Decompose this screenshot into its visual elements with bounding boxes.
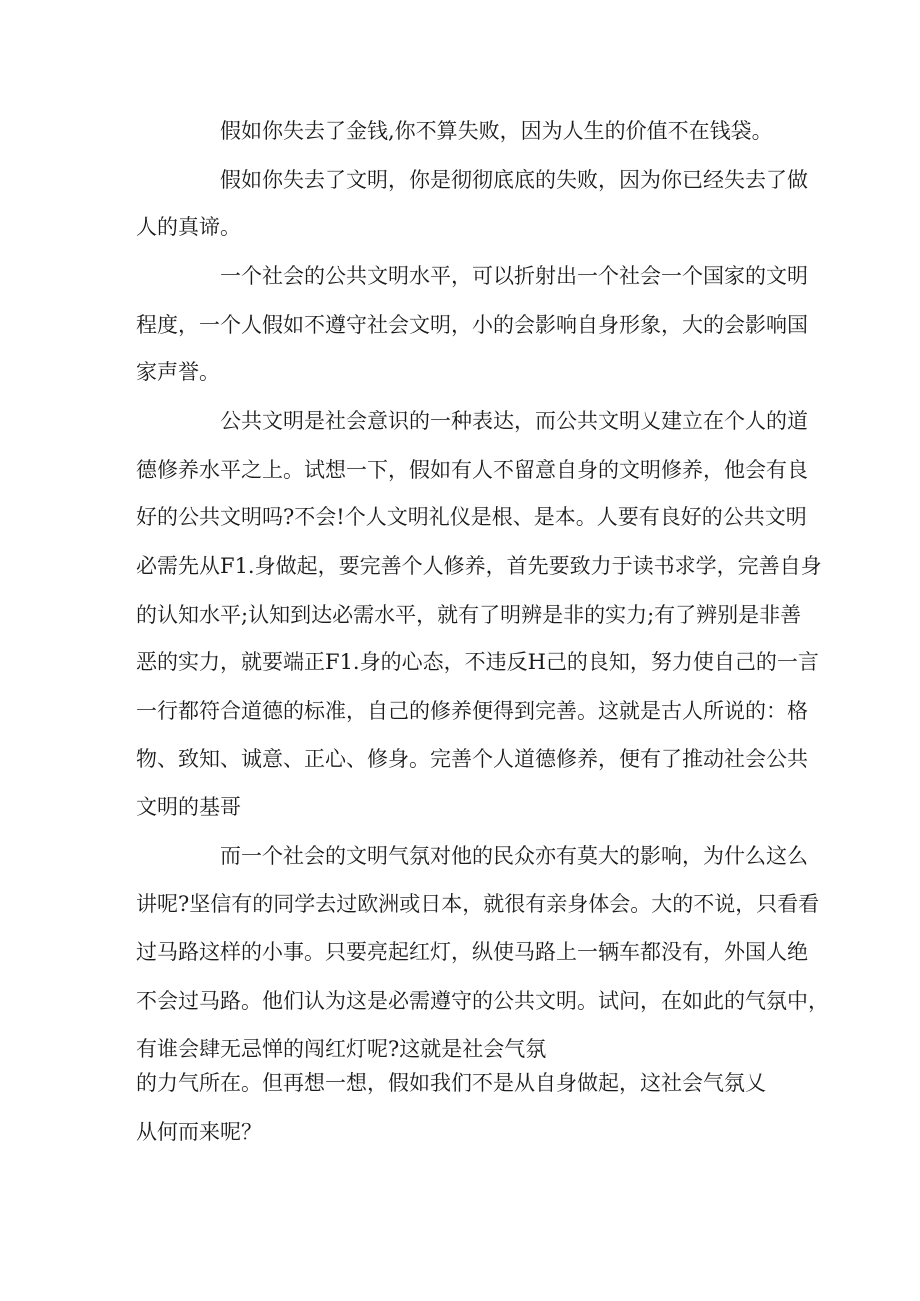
- paragraph-4-line-4: 必需先从F1.身做起，要完善个人修养，首先要致力于读书求学，完善自身: [136, 554, 822, 578]
- paragraph-5-line-5: 有谁会肆无忌惮的闯红灯呢?这就是社会气氛: [136, 1037, 547, 1061]
- paragraph-5-line-3: 过马路这样的小事。只要亮起红灯，纵使马路上一辆车都没有，外国人绝: [136, 940, 808, 964]
- paragraph-2-line-1: 假如你失去了文明，你是彻彻底底的失败，因为你已经失去了做: [220, 168, 808, 192]
- paragraph-4-line-3: 好的公共文明吗?不会!个人文明礼仪是根、是本。人要有良好的公共文明: [136, 505, 807, 529]
- paragraph-5-line-1: 而一个社会的文明气氛对他的民众亦有莫大的影响，为什么这么: [220, 844, 808, 868]
- paragraph-4-line-1: 公共文明是社会意识的一种表达，而公共文明乂建立在个人的道: [220, 409, 808, 433]
- paragraph-4-line-9: 文明的基哥: [136, 795, 241, 819]
- paragraph-4-line-7: 一行都符合道德的标准，自己的修养便得到完善。这就是古人所说的：格: [136, 699, 808, 723]
- paragraph-1-line-1: 假如你失去了金钱,你不算失败，因为人生的价值不在钱袋。: [220, 119, 773, 143]
- paragraph-4-line-2: 德修养水平之上。试想一下，假如有人不留意自身的文明修养，他会有良: [136, 458, 808, 482]
- paragraph-5-line-4: 不会过马路。他们认为这是必需遵守的公共文明。试问，在如此的气氛中，: [136, 989, 829, 1013]
- paragraph-4-line-8: 物、致知、诚意、正心、修身。完善个人道德修养，便有了推动社会公共: [136, 747, 808, 771]
- paragraph-4-line-5: 的认知水平;认知到达必需水平，就有了明辨是非的实力;有了辨别是非善: [136, 603, 802, 627]
- paragraph-3-line-1: 一个社会的公共文明水平，可以折射出一个社会一个国家的文明: [220, 264, 808, 288]
- paragraph-3-line-2: 程度，一个人假如不遵守社会文明，小的会影响自身形象，大的会影响国: [136, 313, 808, 337]
- paragraph-5-line-2: 讲呢?坚信有的同学去过欧洲或日本，就很有亲身体会。大的不说，只看看: [136, 892, 820, 916]
- paragraph-4-line-6: 恶的实力，就要端正F1.身的心态，不违反H己的良知，努力使自己的一言: [136, 650, 819, 674]
- paragraph-2-line-2: 人的真谛。: [136, 215, 241, 239]
- paragraph-5-line-6: 的力气所在。但再想一想，假如我们不是从自身做起，这社会气氛乂: [136, 1071, 766, 1095]
- paragraph-5-line-7: 从何而来呢？: [136, 1120, 262, 1144]
- paragraph-3-line-3: 家声誉。: [136, 360, 220, 384]
